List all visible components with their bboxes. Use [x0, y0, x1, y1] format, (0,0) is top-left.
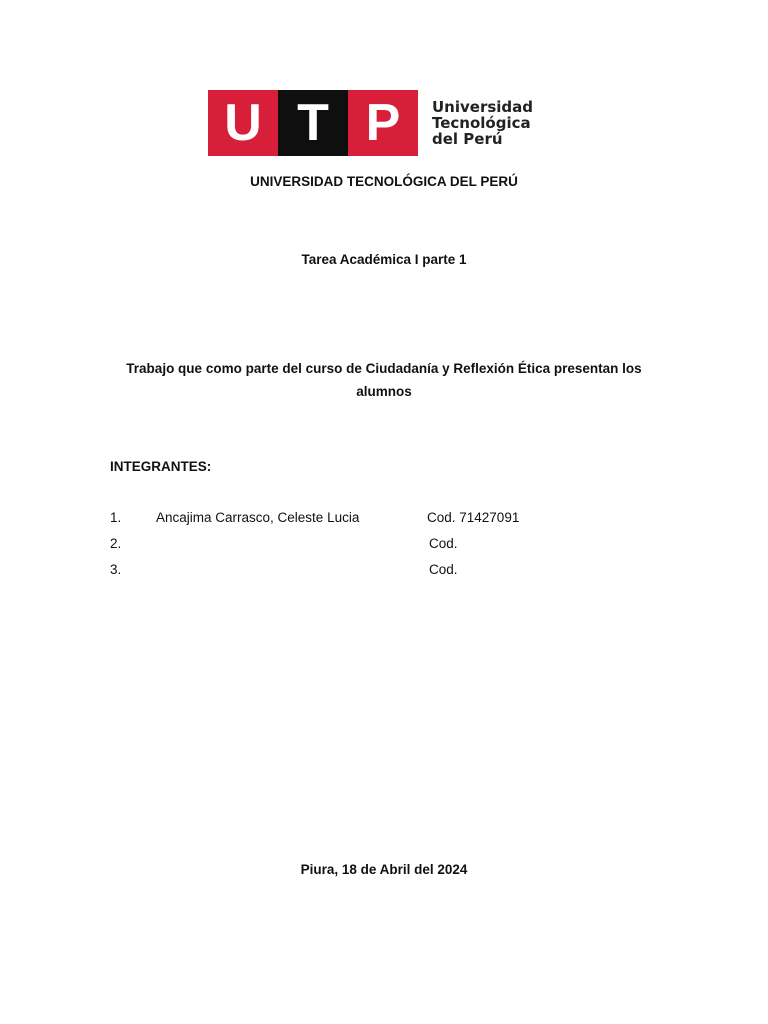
logo-word-1: Universidad: [432, 98, 534, 116]
assignment-title: Tarea Académica I parte 1: [301, 252, 467, 267]
utp-logo-mark: [208, 90, 418, 156]
members-heading: INTEGRANTES:: [110, 459, 212, 474]
member-row: [110, 562, 670, 588]
member-number: 1.: [110, 510, 122, 525]
logo-letter-u: U: [208, 90, 278, 156]
member-row: [110, 510, 670, 536]
logo-word-3: del Perú: [432, 130, 503, 148]
members-list: [110, 510, 670, 588]
utp-logo: [208, 90, 533, 156]
member-code: Cod.: [429, 536, 458, 551]
university-name: UNIVERSIDAD TECNOLÓGICA DEL PERÚ: [250, 174, 518, 189]
member-row: [110, 536, 670, 562]
member-number: 3.: [110, 562, 122, 577]
utp-logo-wordmark: [432, 99, 533, 147]
place-date: Piura, 18 de Abril del 2024: [300, 862, 468, 877]
logo-word-2: Tecnológica: [432, 114, 531, 132]
member-number: 2.: [110, 536, 122, 551]
logo-letter-p: P: [348, 90, 418, 156]
course-description: Trabajo que como parte del curso de Ciudadanía y Reflexión Ética presentan los alumnos: [126, 361, 642, 399]
member-code: Cod. 71427091: [427, 510, 520, 525]
member-code: Cod.: [429, 562, 458, 577]
member-name: Ancajima Carrasco, Celeste Lucia: [156, 510, 360, 525]
logo-letter-t: T: [278, 90, 348, 156]
